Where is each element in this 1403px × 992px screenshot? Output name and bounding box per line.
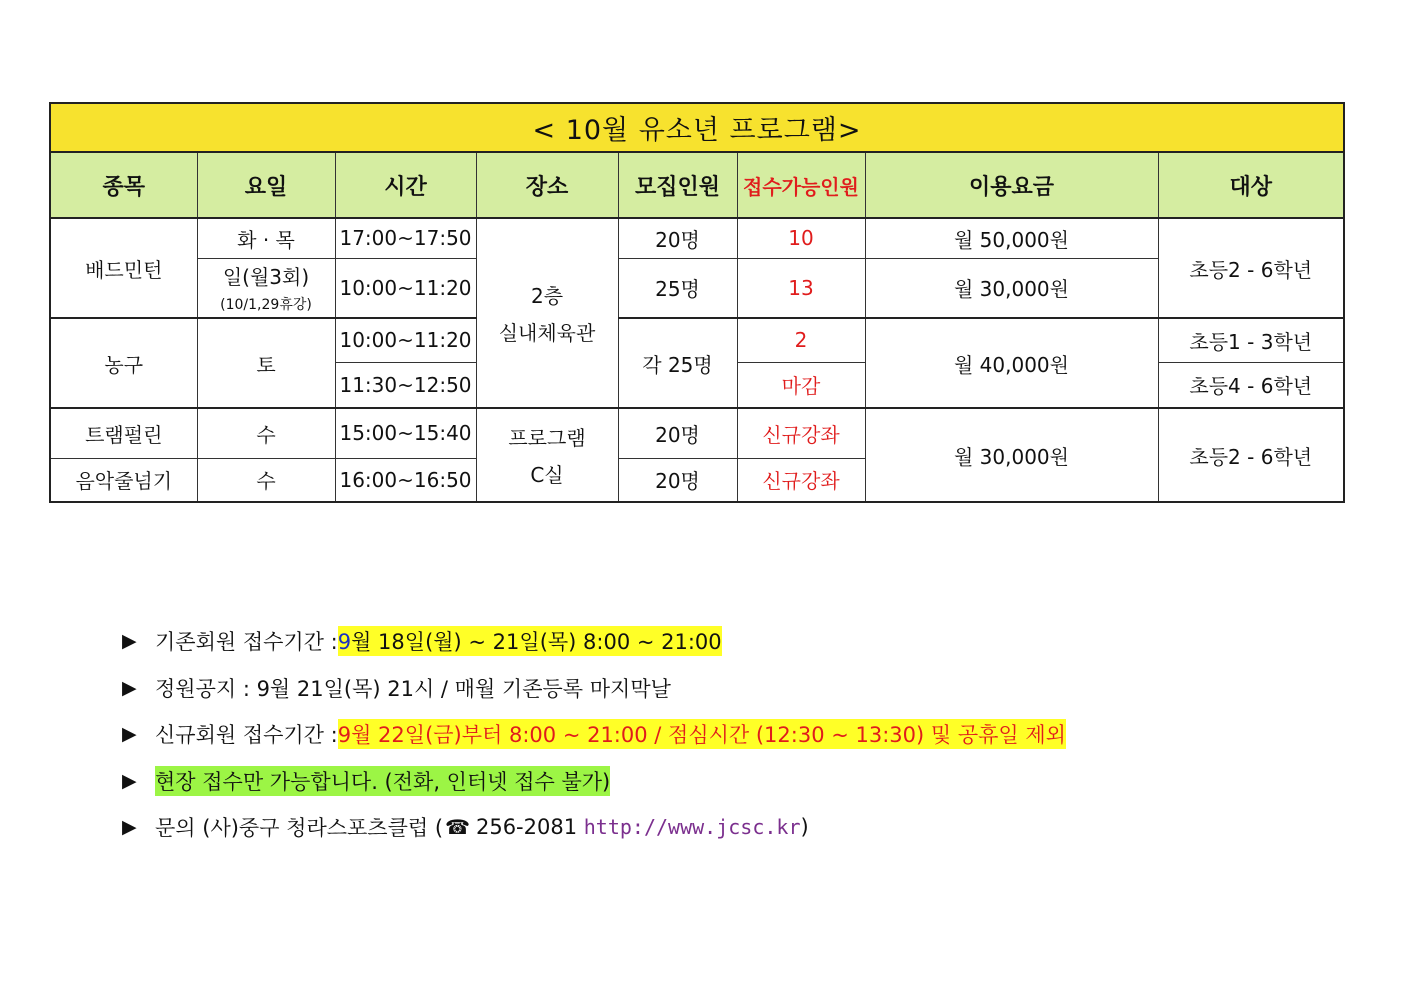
notice-close-paren: ) [800, 815, 809, 840]
trampoline-avail: 신규강좌 [737, 408, 865, 458]
arrow-icon: ▶ [122, 676, 137, 699]
basketball-time2: 11:30~12:50 [335, 362, 476, 408]
basketball-avail2: 마감 [737, 362, 865, 408]
header-day: 요일 [197, 152, 335, 218]
last-group-fee: 월 30,000원 [865, 408, 1158, 502]
badminton-target: 초등2 - 6학년 [1158, 218, 1344, 318]
badminton-day2-note: (10/1,29휴강) [220, 297, 312, 314]
notice-date-start: 9 [337, 723, 352, 748]
sport-badminton: 배드민턴 [50, 218, 197, 318]
badminton-avail2: 13 [737, 258, 865, 318]
arrow-icon: ▶ [122, 630, 137, 653]
notice-date-start: 9 [337, 630, 352, 655]
badminton-fee2: 월 30,000원 [865, 258, 1158, 318]
trampoline-cap: 20명 [618, 408, 737, 458]
program-schedule-table [49, 102, 1345, 503]
trampoline-time: 15:00~15:40 [335, 408, 476, 458]
arrow-icon: ▶ [122, 769, 137, 792]
basketball-avail1: 2 [737, 318, 865, 362]
place-gym-name: 실내체육관 [498, 321, 596, 345]
contact-url-link[interactable]: http://www.jcsc.kr [583, 815, 801, 840]
badminton-cap2: 25명 [618, 258, 737, 318]
badminton-day2 [197, 258, 335, 318]
badminton-cap1: 20명 [618, 218, 737, 258]
last-group-target: 초등2 - 6학년 [1158, 408, 1344, 502]
header-row [50, 152, 1344, 218]
notice-contact [122, 804, 1066, 851]
header-time: 시간 [335, 152, 476, 218]
contact-phone: 256-2081 [475, 815, 578, 840]
arrow-icon: ▶ [122, 816, 137, 839]
notice-list [122, 618, 1066, 851]
table-row [50, 318, 1344, 362]
place-room-c-line2: C실 [530, 463, 564, 487]
header-fee: 이용요금 [865, 152, 1158, 218]
jumprope-cap: 20명 [618, 458, 737, 502]
header-target: 대상 [1158, 152, 1344, 218]
basketball-time1: 10:00~11:20 [335, 318, 476, 362]
basketball-cap: 각 25명 [618, 318, 737, 408]
place-gym-floor: 2층 [530, 284, 564, 308]
jumprope-avail: 신규강좌 [737, 458, 865, 502]
notice-capacity [122, 665, 1066, 712]
badminton-time1: 17:00~17:50 [335, 218, 476, 258]
table-title: < 10월 유소년 프로그램> [50, 103, 1344, 152]
badminton-fee1: 월 50,000원 [865, 218, 1158, 258]
basketball-target2: 초등4 - 6학년 [1158, 362, 1344, 408]
table-row [50, 218, 1344, 258]
basketball-target1: 초등1 - 3학년 [1158, 318, 1344, 362]
place-gym [476, 218, 618, 408]
notice-period-highlight [338, 719, 1066, 749]
table-row [50, 258, 1344, 318]
sport-trampoline: 트램펄린 [50, 408, 197, 458]
header-place: 장소 [476, 152, 618, 218]
notice-label: 문의 (사)중구 청라스포츠클럽 ( [155, 816, 444, 841]
notice-label: 기존회원 접수기간 : [155, 630, 338, 655]
sport-jumprope: 음악줄넘기 [50, 458, 197, 502]
notice-existing-members [122, 618, 1066, 665]
header-sport: 종목 [50, 152, 197, 218]
badminton-avail1: 10 [737, 218, 865, 258]
badminton-day2-label: 일(월3회) [222, 265, 310, 290]
place-room-c-line1: 프로그램 [508, 426, 586, 450]
telephone-icon: ☎ [445, 815, 470, 840]
notice-text: 정원공지 : 9월 21일(목) 21시 / 매월 기존등록 마지막날 [155, 676, 671, 701]
badminton-day1: 화 · 목 [197, 218, 335, 258]
header-available: 접수가능인원 [737, 152, 865, 218]
sport-basketball: 농구 [50, 318, 197, 408]
jumprope-day: 수 [197, 458, 335, 502]
notice-label: 신규회원 접수기간 : [155, 723, 338, 748]
notice-period: 월 18일(월) ~ 21일(목) 8:00 ~ 21:00 [351, 630, 722, 655]
notice-onsite-only [122, 758, 1066, 805]
header-capacity: 모집인원 [618, 152, 737, 218]
notice-text: 현장 접수만 가능합니다. (전화, 인터넷 접수 불가) [155, 766, 610, 796]
notice-period-highlight [338, 626, 722, 656]
table-row [50, 408, 1344, 458]
jumprope-time: 16:00~16:50 [335, 458, 476, 502]
notice-new-members [122, 711, 1066, 758]
trampoline-day: 수 [197, 408, 335, 458]
badminton-time2: 10:00~11:20 [335, 258, 476, 318]
place-room-c [476, 408, 618, 502]
basketball-day: 토 [197, 318, 335, 408]
basketball-fee: 월 40,000원 [865, 318, 1158, 408]
notice-period: 월 22일(금)부터 8:00 ~ 21:00 / 점심시간 (12:30 ~ 13:30) 및 공휴일 제외 [351, 723, 1066, 748]
arrow-icon: ▶ [122, 723, 137, 746]
